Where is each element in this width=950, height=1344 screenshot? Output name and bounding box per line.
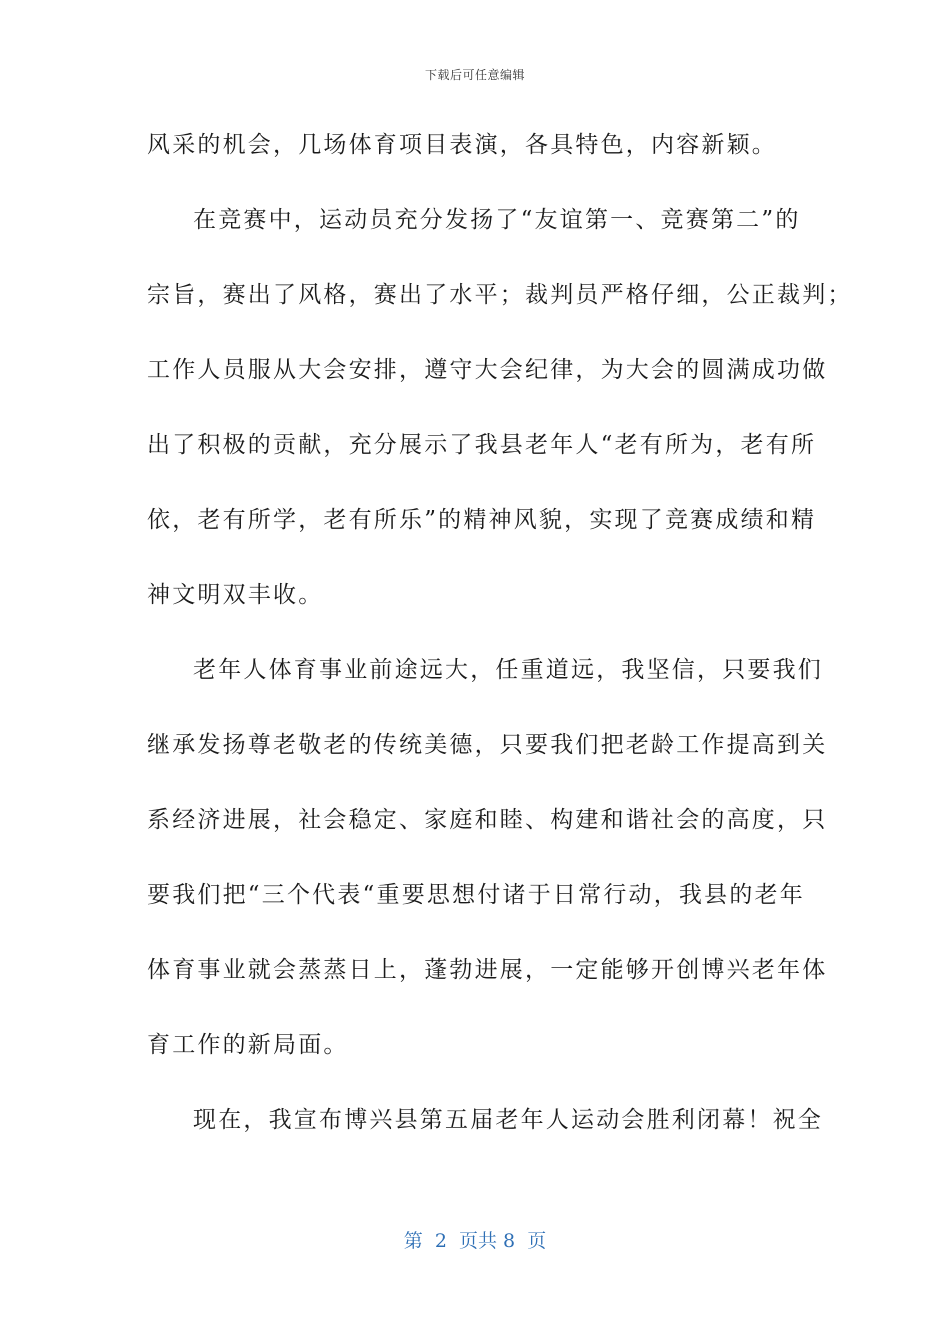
header-note: 下载后可任意编辑: [424, 68, 525, 82]
text-line: 神文明双丰收。: [147, 582, 324, 608]
text-line: 工作人员服从大会安排，遵守大会纪律，为大会的圆满成功做: [147, 357, 828, 383]
text-line: 老年人体育事业前途远大，任重道远，我坚信，只要我们: [193, 657, 823, 683]
text-line: 出了积极的贡献，充分展示了我县老年人“老有所为，老有所: [147, 432, 817, 458]
text-line: 体育事业就会蒸蒸日上，蓬勃进展，一定能够开创博兴老年体: [147, 957, 828, 983]
text-line: 继承发扬尊老敬老的传统美德，只要我们把老龄工作提高到关: [147, 732, 828, 758]
text-line: 宗旨，赛出了风格，赛出了水平；裁判员严格仔细，公正裁判；: [147, 282, 853, 308]
text-line: 系经济进展，社会稳定、家庭和睦、构建和谐社会的高度，只: [147, 807, 828, 833]
text-line: 要我们把“三个代表“重要思想付诸于日常行动，我县的老年: [147, 882, 805, 908]
text-line: 风采的机会，几场体育项目表演，各具特色，内容新颖。: [147, 132, 777, 158]
page-footer: 第 2 页共 8 页: [403, 1230, 547, 1252]
text-line: 在竞赛中，运动员充分发扬了“友谊第一、竞赛第二”的: [193, 207, 801, 233]
text-line: 依，老有所学，老有所乐”的精神风貌，实现了竞赛成绩和精: [147, 507, 817, 533]
text-line: 现在，我宣布博兴县第五届老年人运动会胜利闭幕！祝全: [193, 1107, 823, 1133]
text-line: 育工作的新局面。: [147, 1032, 349, 1058]
